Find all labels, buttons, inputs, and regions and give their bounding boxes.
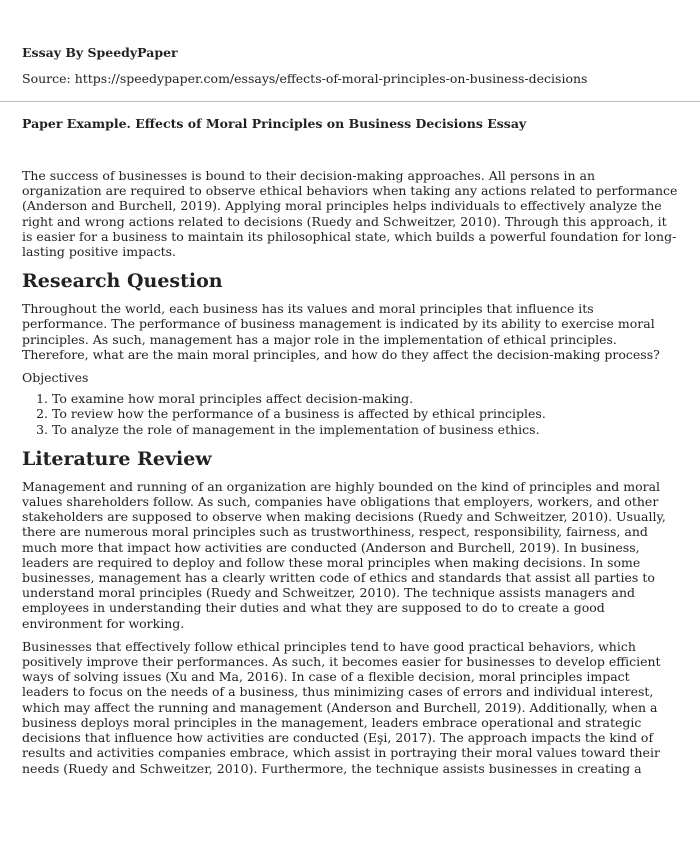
objective-item: 2. To review how the performance of a business is affected by ethical principles. (52, 406, 678, 421)
research-question-heading: Research Question (22, 270, 223, 293)
header-divider (0, 101, 700, 102)
objectives-list (22, 391, 678, 437)
literature-review-heading: Literature Review (22, 447, 212, 470)
objective-item: 3. To analyze the role of management in the implementation of business ethics. (52, 422, 678, 437)
literature-paragraph-2: Businesses that effectively follow ethical principles tend to have good practical behaviors, which positively improve their performances. As such, it becomes easier for businesses to develop efficient ways of solving issues (Xu and Ma, 2016). In case of a flexible decision, moral principles impact leaders to focus on the needs of a business, thus minimizing cases of errors and individual interest, which may affect the running and management (Anderson and Burchell, 2019). Additionally, when a business deploys moral principles in the management, leaders embrace operational and strategic decisions that influence how activities are conducted (Eşi, 2017). The approach impacts the kind of results and activities companies embrace, which assist in portraying their moral values toward their needs (Ruedy and Schweitzer, 2010). Furthermore, the technique assists businesses in creating a (22, 638, 661, 776)
brand-label: Essay By SpeedyPaper (22, 45, 178, 60)
intro-paragraph: The success of businesses is bound to their decision-making approaches. All persons in an organization are required to observe ethical behaviors when taking any actions related to performance (Anderson and Burchell, 2019). Applying moral principles helps individuals to effectively analyze the right and wrong actions related to decisions (Ruedy and Schweitzer, 2010). Through this approach, it is easier for a business to maintain its philosophical state, which builds a powerful foundation for long-lasting positive impacts. (22, 168, 678, 260)
document-title: Paper Example. Effects of Moral Principles on Business Decisions Essay (22, 116, 527, 131)
literature-paragraph-1: Management and running of an organization are highly bounded on the kind of principles and moral values shareholders follow. As such, companies have obligations that employers, workers, and other stakeholders are supposed to observe when making decisions (Ruedy and Schweitzer, 2010). Usually, there are numerous moral principles such as trustworthiness, respect, responsibility, fairness, and much more that impact how activities are conducted (Anderson and Burchell, 2019). In business, leaders are required to deploy and follow these moral principles when making decisions. In some businesses, management has a clearly written code of ethics and standards that assist all parties to understand moral principles (Ruedy and Schweitzer, 2010). The technique assists managers and employees in understanding their duties and what they are supposed to do to create a good environment for working. (22, 478, 666, 631)
source-url: Source: https://speedypaper.com/essays/effects-of-moral-principles-on-business-decisions (22, 71, 588, 86)
objective-item: 1. To examine how moral principles affect decision-making. (52, 391, 678, 406)
research-paragraph: Throughout the world, each business has its values and moral principles that influence its performance. The performance of business management is indicated by its ability to exercise moral principles. As such, management has a major role in the implementation of ethical principles. Therefore, what are the main moral principles, and how do they affect the decision-making process? (22, 301, 660, 362)
objectives-label: Objectives (22, 370, 89, 386)
